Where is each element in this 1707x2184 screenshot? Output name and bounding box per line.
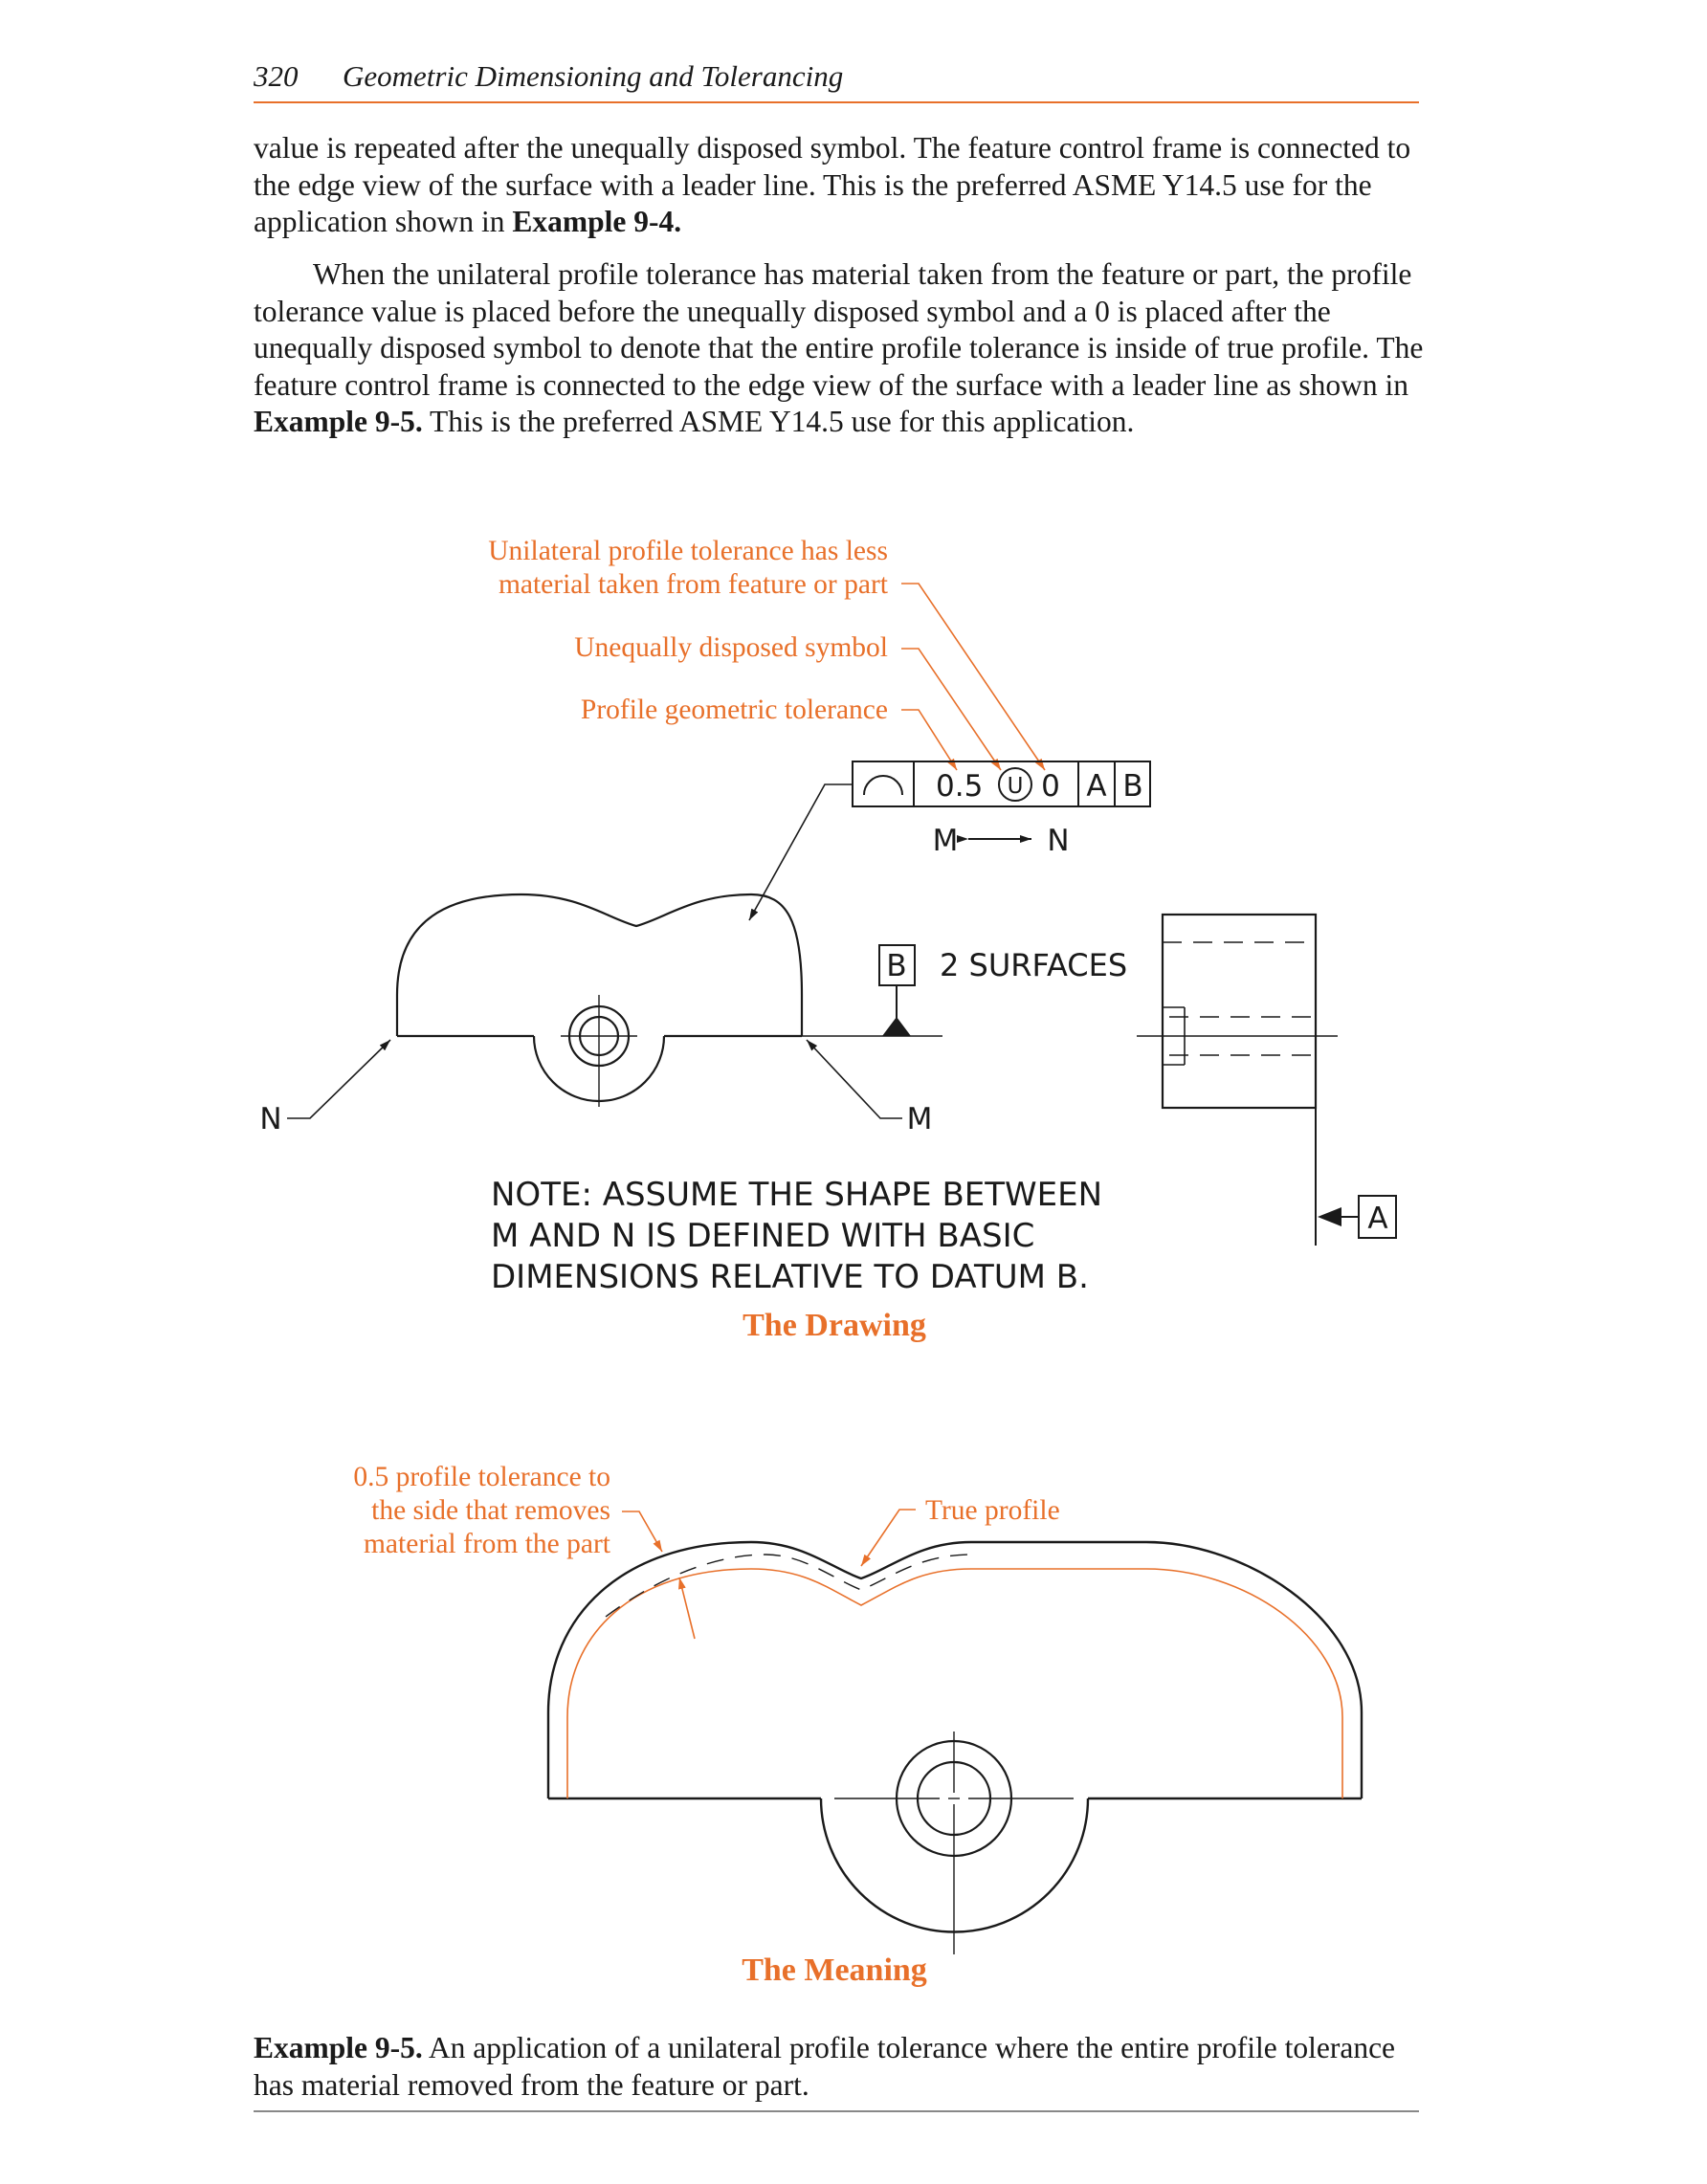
figure-caption-text: An application of a unilateral profile tolerance where the entire profile tolerance has material removed from the feature or part.: [254, 2031, 1396, 2102]
true-profile-dashed: [606, 1555, 971, 1617]
tolerance-boundary-right: [1146, 1569, 1342, 1798]
note-line-3: DIMENSIONS RELATIVE TO DATUM B.: [491, 1258, 1089, 1296]
callout-unequal-text: Unequally disposed symbol: [574, 632, 888, 663]
fcf-after-value: 0: [1041, 769, 1060, 804]
point-m-leader: [807, 1040, 902, 1118]
fcf-leader: [749, 784, 853, 920]
figure-caption-label: Example 9-5.: [254, 2031, 423, 2064]
callout-profile: [581, 695, 957, 770]
datum-triangle-a-icon: [1318, 1207, 1341, 1226]
caption-the-meaning: The Meaning: [742, 1952, 927, 1988]
point-m-label: M: [906, 1102, 933, 1136]
callout-tol-line-1: 0.5 profile tolerance to: [353, 1462, 610, 1492]
example-ref-9-4: Example 9-4.: [512, 205, 682, 238]
tolerance-boundary-top: [751, 1569, 1146, 1605]
note-line-1: NOTE: ASSUME THE SHAPE BETWEEN: [491, 1176, 1103, 1214]
part-front-view: [397, 894, 802, 1107]
part-side-view: [1137, 915, 1338, 1108]
callout-true-text: True profile: [925, 1495, 1060, 1526]
point-m: [807, 1040, 932, 1136]
datum-a-symbol: [1316, 1108, 1396, 1246]
paragraph-2-text-b: This is the preferred ASME Y14.5 use for this application.: [422, 405, 1135, 438]
profile-of-surface-icon: [864, 776, 902, 795]
callout-tol-line-2: the side that removes: [371, 1495, 610, 1526]
bottom-rule: [254, 2110, 1419, 2112]
fcf-modifier: U: [1007, 774, 1024, 799]
point-n-leader: [287, 1040, 390, 1118]
datum-b-label: B: [886, 949, 907, 983]
callout-tol-leader: [622, 1511, 662, 1552]
point-n: [259, 1040, 390, 1136]
book-title: Geometric Dimensioning and Tolerancing: [343, 59, 844, 93]
figure-caption: [254, 2030, 1440, 2104]
caption-the-drawing: The Drawing: [743, 1308, 926, 1343]
datum-a-label: A: [1367, 1202, 1388, 1236]
between-symbol: [933, 824, 1070, 858]
fcf-tolerance-value: 0.5: [936, 769, 984, 804]
tolerance-zone-arrow: [679, 1577, 695, 1639]
callout-unilateral-leader: [901, 584, 1045, 770]
example-ref-9-5: Example 9-5.: [254, 405, 423, 438]
fcf-datum-a: A: [1086, 769, 1107, 804]
paragraph-2-text-a: When the unilateral profile tolerance has material taken from the feature or part, the profile tolerance value is placed before the unequally disposed symbol and a 0 is placed after the unequally disposed symbol to denote that the entire profile tolerance is inside of true profile. The feature control frame is connected to the edge view of the surface with a leader line as shown in: [254, 257, 1424, 402]
datum-triangle-icon: [882, 1017, 911, 1036]
between-from: M: [932, 824, 959, 858]
drawing-note: [491, 1176, 1102, 1296]
datum-b-note: 2 SURFACES: [940, 947, 1128, 983]
callout-unilateral-line-2: material taken from feature or part: [498, 569, 888, 600]
paragraph-1-text: value is repeated after the unequally disposed symbol. The feature control frame is connected to the edge view of the surface with a leader line. This is the preferred ASME Y14.5 use for the application shown in: [254, 131, 1411, 238]
fcf-datum-b: B: [1122, 769, 1143, 804]
point-n-label: N: [259, 1102, 282, 1136]
callout-tolerance-side: [353, 1462, 695, 1639]
callout-tol-line-3: material from the part: [363, 1529, 610, 1559]
note-line-2: M AND N IS DEFINED WITH BASIC: [491, 1217, 1035, 1255]
part-meaning-view: [548, 1542, 1362, 1954]
callout-profile-text: Profile geometric tolerance: [580, 695, 888, 725]
tolerance-boundary-left: [567, 1569, 751, 1798]
meaning-centerlines: [834, 1732, 1074, 1954]
page-number: 320: [254, 59, 299, 93]
callout-unilateral-line-1: Unilateral profile tolerance has less: [488, 536, 888, 566]
datum-b-symbol: [879, 945, 1127, 1036]
between-to: N: [1047, 824, 1070, 858]
